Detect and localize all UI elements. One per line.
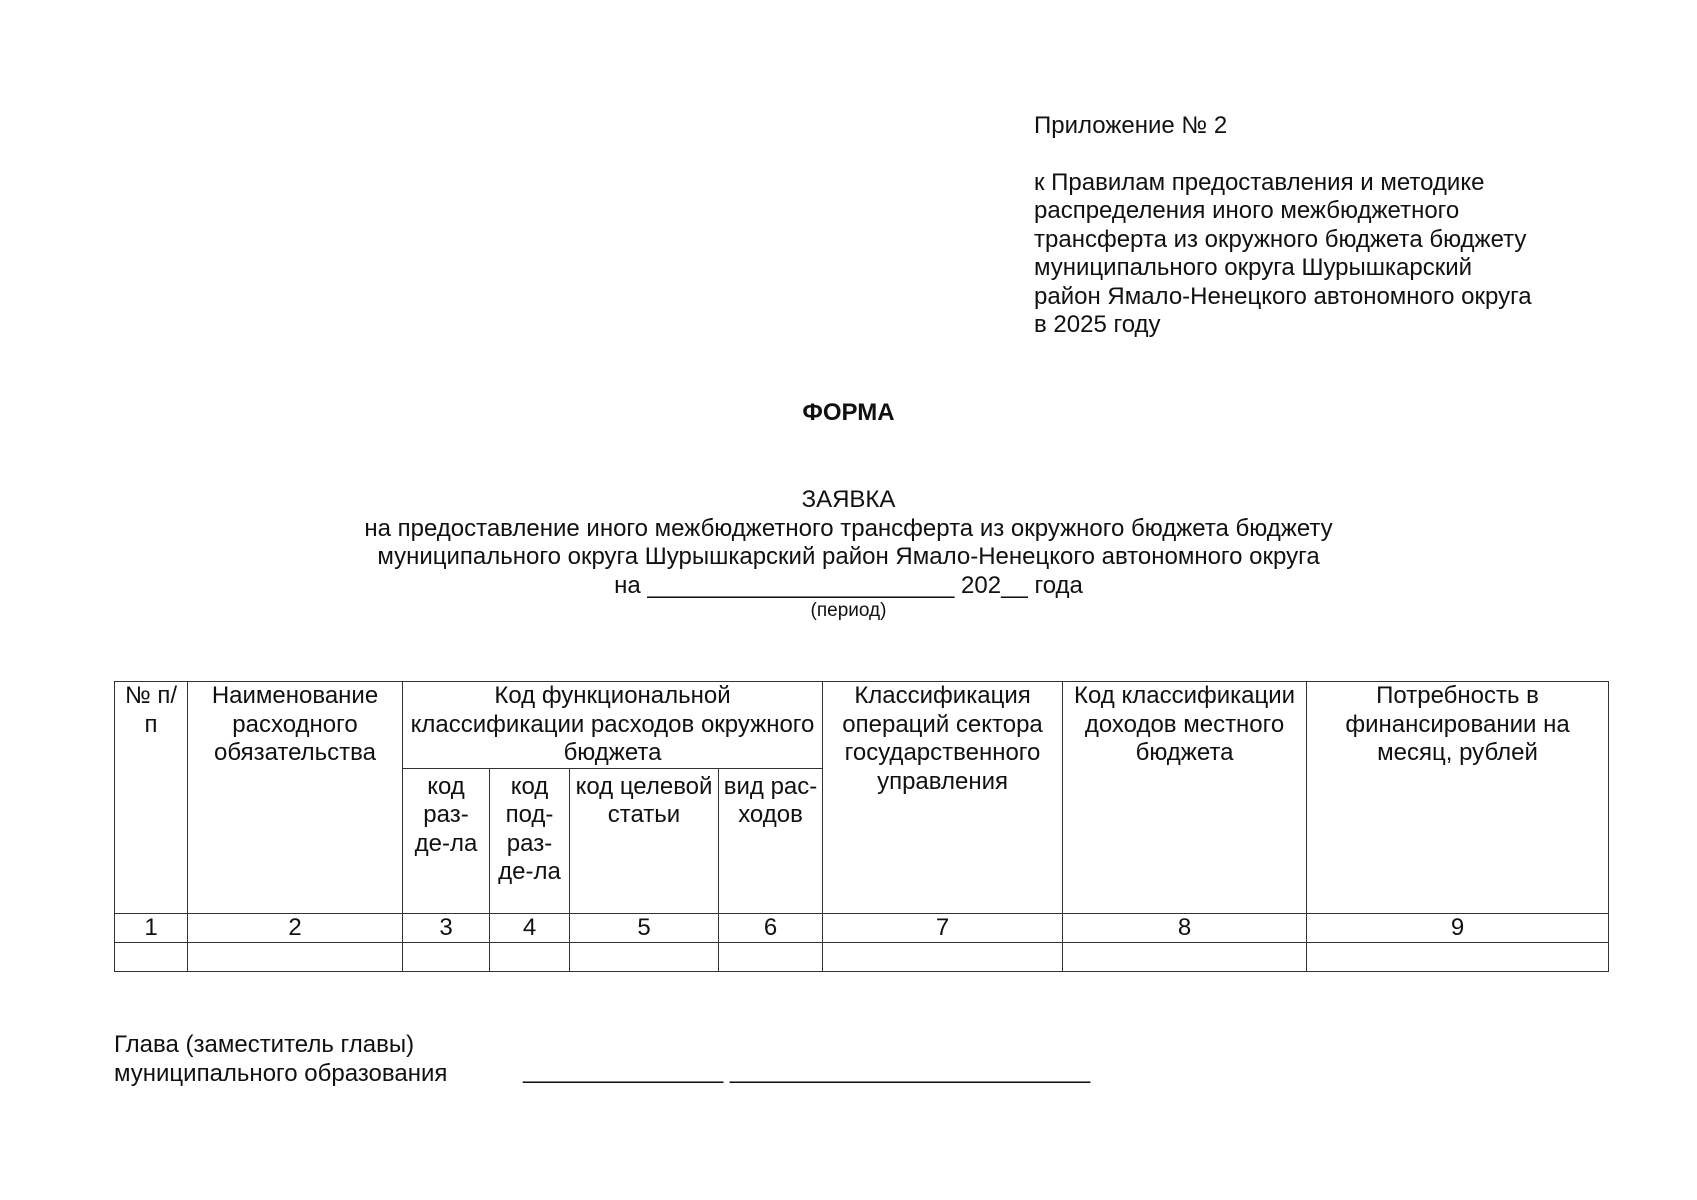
header-operations-classification: Классификация операций сектора государственного управления xyxy=(823,682,1063,914)
empty-cell xyxy=(719,942,823,971)
signature-block xyxy=(114,1031,447,1088)
subheader-expense-type: вид рас-ходов xyxy=(719,768,823,913)
appendix-line: район Ямало-Ненецкого автономного округа xyxy=(1034,282,1532,310)
period-note: (период) xyxy=(810,600,887,621)
document-title xyxy=(0,486,1697,600)
column-number: 1 xyxy=(115,913,188,942)
header-income-code: Код классификации доходов местного бюджета xyxy=(1063,682,1307,914)
header-obligation-name: Наименование расходного обязательства xyxy=(188,682,403,914)
subheader-subsection-code: код под-раз-де-ла xyxy=(490,768,570,913)
column-number: 2 xyxy=(188,913,403,942)
title-period-line: на _______________________ 202__ года xyxy=(614,571,1083,599)
request-table xyxy=(114,681,1609,972)
appendix-line: в 2025 году xyxy=(1034,311,1161,338)
column-number-row xyxy=(115,913,1609,942)
header-number: № п/п xyxy=(115,682,188,914)
empty-cell xyxy=(823,942,1063,971)
subheader-section-code: код раз-де-ла xyxy=(403,768,490,913)
header-row xyxy=(115,682,1609,769)
signature-title-line: муниципального образования xyxy=(114,1059,448,1087)
title-heading: ЗАЯВКА xyxy=(801,486,896,513)
empty-cell xyxy=(570,942,719,971)
header-financing-need: Потребность в финансировании на месяц, рублей xyxy=(1307,682,1609,914)
empty-cell xyxy=(1063,942,1307,971)
empty-cell xyxy=(1307,942,1609,971)
column-number: 6 xyxy=(719,913,823,942)
empty-cell xyxy=(403,942,490,971)
appendix-line: муниципального округа Шурышкарский xyxy=(1034,254,1473,281)
signature-title-line: Глава (заместитель главы) xyxy=(114,1031,415,1058)
appendix-block xyxy=(1034,112,1634,340)
appendix-line: трансферта из окружного бюджета бюджету xyxy=(1034,225,1527,253)
appendix-line: распределения иного межбюджетного xyxy=(1034,197,1460,224)
column-number: 8 xyxy=(1063,913,1307,942)
header-functional-code: Код функциональной классификации расходов окружного бюджета xyxy=(403,682,823,769)
empty-cell xyxy=(188,942,403,971)
signature-blanks: _______________ ___________________________ xyxy=(523,1057,1091,1084)
appendix-line: к Правилам предоставления и методике xyxy=(1034,168,1485,196)
title-line: муниципального округа Шурышкарский район Ямало-Ненецкого автономного округа xyxy=(377,543,1320,570)
column-number: 5 xyxy=(570,913,719,942)
column-number: 4 xyxy=(490,913,570,942)
column-number: 3 xyxy=(403,913,490,942)
table-row xyxy=(115,942,1609,971)
column-number: 9 xyxy=(1307,913,1609,942)
empty-cell xyxy=(490,942,570,971)
subheader-target-code: код целевой статьи xyxy=(570,768,719,913)
appendix-number: Приложение № 2 xyxy=(1034,112,1228,139)
empty-cell xyxy=(115,942,188,971)
column-number: 7 xyxy=(823,913,1063,942)
form-label: ФОРМА xyxy=(802,399,895,426)
title-line: на предоставление иного межбюджетного трансферта из окружного бюджета бюджету xyxy=(364,514,1333,542)
